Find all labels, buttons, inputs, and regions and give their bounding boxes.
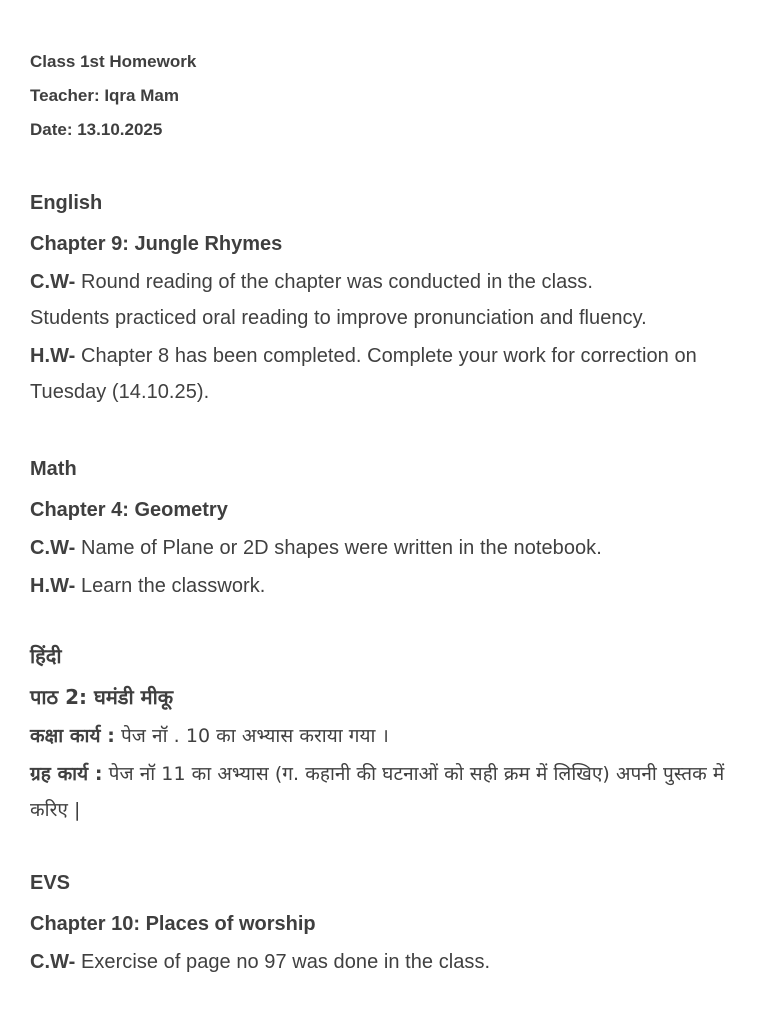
chapter-title-english: Chapter 9: Jungle Rhymes: [30, 233, 283, 255]
date-line: Date: 13.10.2025: [30, 120, 163, 139]
math-classwork: [30, 530, 738, 566]
hindi-section: [30, 642, 738, 828]
english-homework: [30, 338, 738, 410]
cw-tag: C.W-: [30, 537, 76, 559]
math-section: [30, 458, 738, 604]
class-title: Class 1st Homework: [30, 52, 197, 71]
hw-text: Learn the classwork.: [75, 575, 266, 597]
cw-tag: C.W-: [30, 951, 76, 973]
evs-section: [30, 872, 738, 980]
subject-title-english: English: [30, 192, 103, 214]
hw-tag: H.W-: [30, 345, 76, 367]
subject-title-evs: EVS: [30, 872, 71, 894]
cw-text: पेज नॉ . 10 का अभ्यास कराया गया ।: [114, 725, 389, 747]
hindi-classwork: [30, 718, 738, 754]
hindi-homework: [30, 756, 738, 828]
hw-tag: ग्रह कार्य :: [30, 763, 103, 785]
cw-text: Round reading of the chapter was conducted in the class.: [75, 271, 593, 293]
chapter-title-evs: Chapter 10: Places of worship: [30, 913, 316, 935]
subject-title-hindi: हिंदी: [30, 644, 62, 668]
subject-title-math: Math: [30, 458, 77, 480]
english-classwork: [30, 264, 738, 336]
hw-tag: H.W-: [30, 575, 76, 597]
evs-classwork: [30, 944, 738, 980]
math-homework: [30, 568, 738, 604]
cw-text: Name of Plane or 2D shapes were written in the notebook.: [75, 537, 602, 559]
cw-text-continued: Students practiced oral reading to improve pronunciation and fluency.: [30, 307, 647, 329]
cw-tag: C.W-: [30, 271, 76, 293]
chapter-title-math: Chapter 4: Geometry: [30, 499, 228, 521]
hw-text: पेज नॉ 11 का अभ्यास (ग. कहानी की घटनाओं को सही क्रम में लिखिए) अपनी पुस्तक में करिए |: [30, 763, 725, 821]
hw-text: Chapter 8 has been completed. Complete your work for correction on Tuesday (14.10.25).: [30, 345, 697, 403]
teacher-name: Teacher: Iqra Mam: [30, 86, 179, 105]
chapter-title-hindi: पाठ 2: घमंडी मीकू: [30, 685, 174, 709]
cw-text: Exercise of page no 97 was done in the class.: [75, 951, 491, 973]
cw-tag: कक्षा कार्य :: [30, 725, 115, 747]
english-section: [30, 192, 738, 410]
